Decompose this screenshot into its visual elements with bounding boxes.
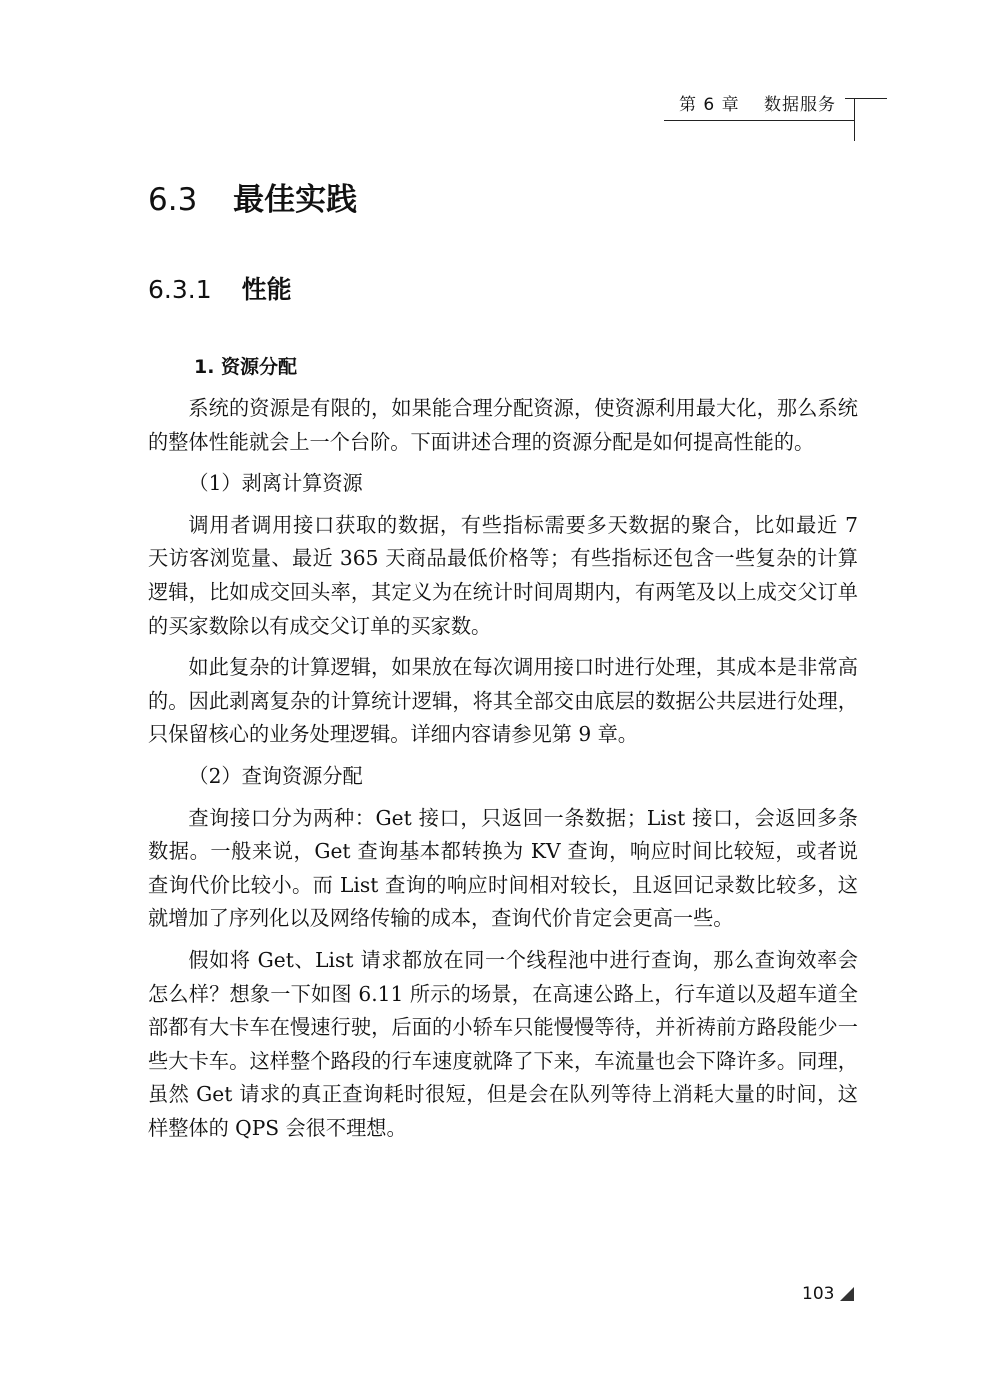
section-number: 6.3 — [148, 182, 198, 218]
subsection-heading — [148, 270, 292, 306]
subsection-title: 性能 — [241, 275, 292, 304]
sub-heading: （1）剥离计算资源 — [188, 471, 363, 496]
paragraph: 假如将 Get、List 请求都放在同一个线程池中进行查询，那么查询效率会怎么样？想象一下如图 6.11 所示的场景，在高速公路上，行车道以及超车道全部都有大卡车在慢速行驶，后面的小轿车只能慢慢等待，并祈祷前方路段能少一些大卡车。这样整个路段的行车速度就降了下来，车流量也会下降许多。同理，虽然 Get 请求的真正查询耗时很短，但是会在队列等待上消耗大量的时间，这样整体的 QPS 会很不理想。 — [148, 947, 858, 1140]
paragraph: 调用者调用接口获取的数据，有些指标需要多天数据的聚合，比如最近 7 天访客浏览量、最近 365 天商品最低价格等；有些指标还包含一些复杂的计算逻辑，比如成交回头率，其定义为在统计时间周期内，有两笔及以上成交父订单的买家数除以有成交父订单的买家数。 — [148, 512, 858, 638]
header-rule-right — [845, 98, 887, 99]
running-header-chapter: 第 6 章 — [678, 95, 740, 115]
running-header-title: 数据服务 — [764, 95, 836, 115]
triangle-marker-icon — [840, 1287, 854, 1301]
header-rule — [664, 120, 854, 121]
paragraph: 如此复杂的计算逻辑，如果放在每次调用接口时进行处理，其成本是非常高的。因此剥离复杂的计算统计逻辑，将其全部交由底层的数据公共层进行处理，只保留核心的业务处理逻辑。详细内容请参见第 9 章。 — [148, 655, 858, 747]
paragraph: 查询接口分为两种：Get 接口，只返回一条数据；List 接口，会返回多条数据。一般来说，Get 查询基本都转换为 KV 查询，响应时间比较短，或者说查询代价比较小。而 List 查询的响应时间相对较长，且返回记录数比较多，这就增加了序列化以及网络传输的成本，查询代价肯定会更高一些。 — [148, 805, 858, 931]
sub-heading: （2）查询资源分配 — [188, 763, 363, 788]
paragraph: 系统的资源是有限的，如果能合理分配资源，使资源利用最大化，那么系统的整体性能就会上一个台阶。下面讲述合理的资源分配是如何提高性能的。 — [148, 396, 858, 454]
heading-resource-allocation: 1. 资源分配 — [194, 356, 298, 378]
subsection-number: 6.3.1 — [148, 275, 212, 304]
header-rule-vertical — [854, 98, 855, 141]
body-text — [148, 392, 858, 1153]
running-header — [679, 90, 836, 115]
page-number — [802, 1284, 854, 1304]
section-title: 最佳实践 — [233, 182, 358, 218]
page-number-text: 103 — [802, 1284, 835, 1304]
section-heading — [148, 174, 357, 219]
